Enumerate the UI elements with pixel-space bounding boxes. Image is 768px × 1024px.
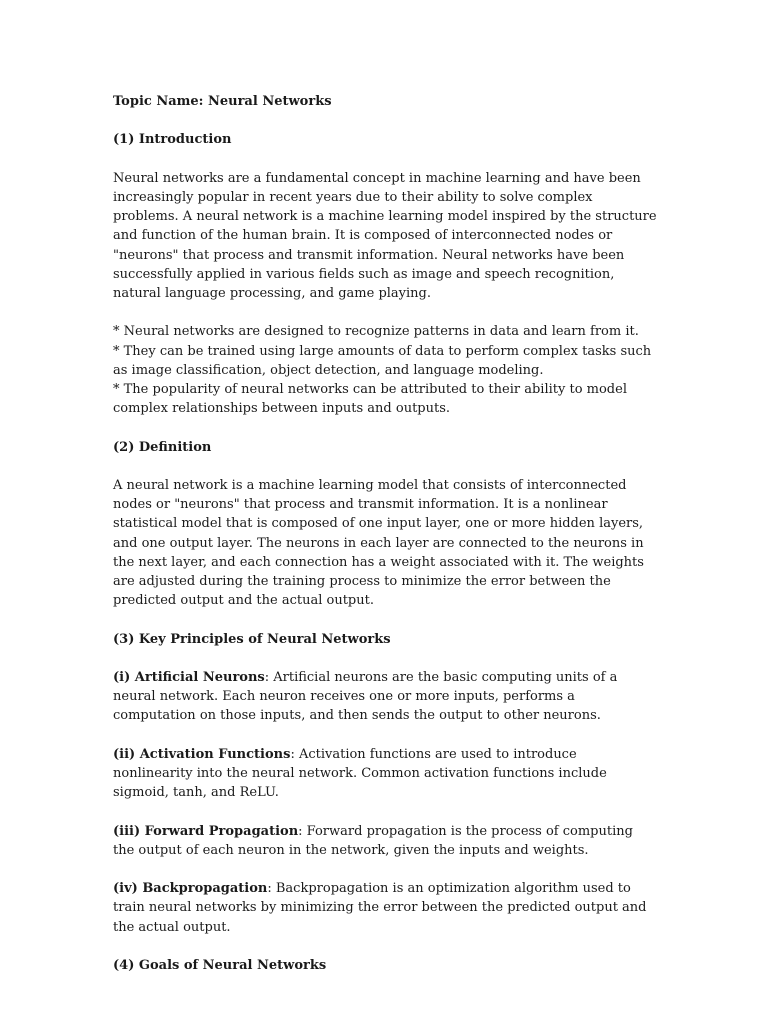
principle-term: (iii) Forward Propagation [113,823,299,839]
principle-text: : Backpropagation is an optimization algorithm used to train neural networks by minimizing the error between the predicted output and the actual output. [113,881,647,935]
principle-text: : Activation functions are used to introduce nonlinearity into the neural network. Common activation functions include sigmoid, tanh, and ReLU. [113,746,607,801]
introduction-heading: (1) Introduction [113,132,232,148]
introduction-paragraph: Neural networks are a fundamental concept in machine learning and have been increasingly popular in recent years due to their ability to solve complex problems. A neural network is a machine learning model inspired by the structure and function of the human brain. It is composed of interconnected nodes or "neurons" that process and transmit information. Neural networks have been successfully applied in various fields such as image and speech recognition, natural language processing, and game playing. [113,170,657,301]
principle-backpropagation [113,879,658,937]
goals-heading: (4) Goals of Neural Networks [113,957,327,973]
document-page [113,92,658,994]
principle-artificial-neurons [113,668,658,726]
principle-text: : Forward propagation is the process of computing the output of each neuron in the network, given the inputs and weights. [113,823,633,858]
definition-heading: (2) Definition [113,439,212,455]
principle-term: (i) Artificial Neurons [113,669,265,685]
introduction-bullet-list [113,322,658,418]
principles-heading: (3) Key Principles of Neural Networks [113,631,391,647]
topic-title: Topic Name: Neural Networks [113,94,332,109]
definition-paragraph: A neural network is a machine learning model that consists of interconnected nodes or "neurons" that process and transmit information. It is a nonlinear statistical model that is composed of one input layer, one or more hidden layers, and one output layer. The neurons in each layer are connected to the neurons in the next layer, and each connection has a weight associated with it. The weights are adjusted during the training process to minimize the error between the predicted output and the actual output. [113,477,644,609]
principle-term: (ii) Activation Functions [113,746,291,762]
principle-term: (iv) Backpropagation [113,881,268,897]
bullet-item: * Neural networks are designed to recognize patterns in data and learn from it. [113,324,639,340]
principle-activation-functions [113,745,658,803]
bullet-item: * They can be trained using large amounts of data to perform complex tasks such as image classification, object detection, and language modeling. [113,343,652,378]
principle-forward-propagation [113,822,658,860]
bullet-item: * The popularity of neural networks can be attributed to their ability to model complex relationships between inputs and outputs. [113,382,627,417]
principle-text: : Artificial neurons are the basic computing units of a neural network. Each neuron receives one or more inputs, performs a computation on those inputs, and then sends the output to other neurons. [113,669,618,724]
